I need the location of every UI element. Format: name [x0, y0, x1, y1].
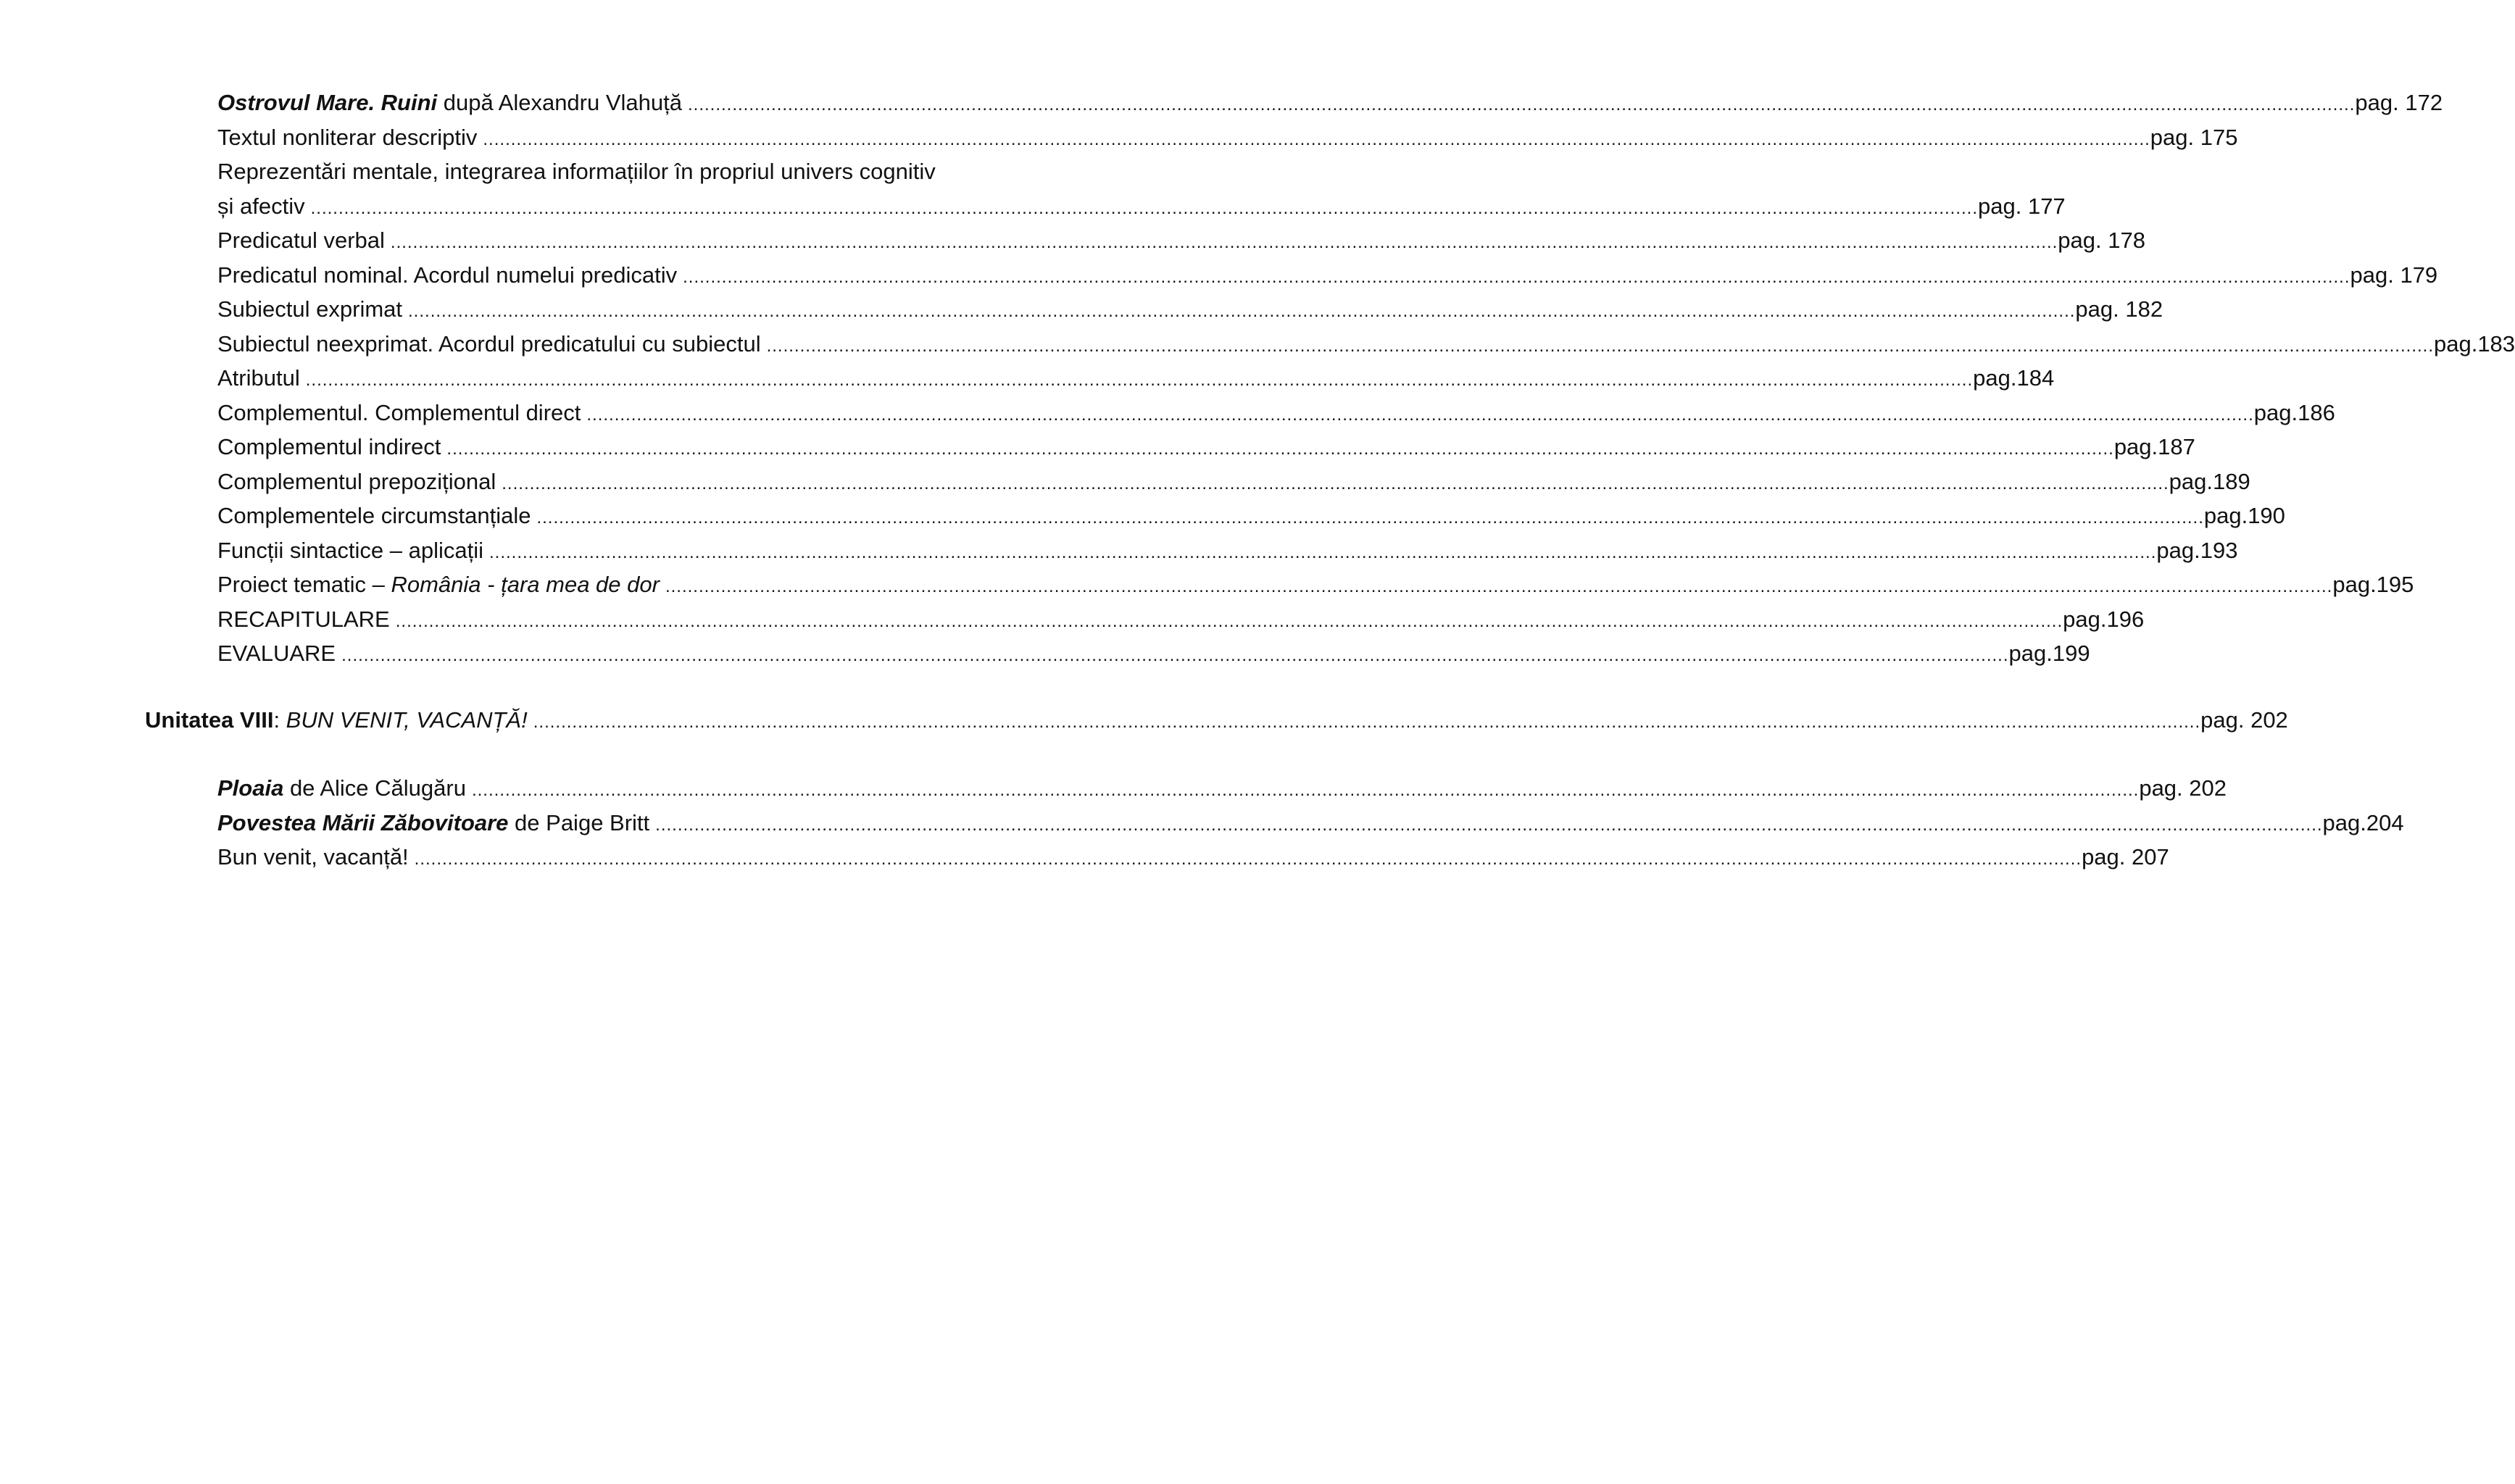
- title-segment: Atributul: [217, 365, 300, 391]
- title-segment: Proiect tematic –: [217, 572, 391, 597]
- toc-page-number: pag.184: [1973, 365, 2055, 391]
- toc-entry-title: [217, 567, 665, 602]
- unit-separator: :: [273, 707, 286, 733]
- dot-leader: ............................................................................................................................................................................................................................................................................................................: [766, 335, 2434, 356]
- dot-leader: ............................................................................................................................................................................................................................................................................................................: [414, 849, 2082, 869]
- dot-leader: ............................................................................................................................................................................................................................................................................................................: [341, 646, 2009, 665]
- toc-entry-title: [217, 533, 489, 568]
- toc-entry[interactable]: [217, 120, 2238, 155]
- toc-page-number: pag. 182: [2075, 296, 2163, 322]
- toc-entry-title: [217, 361, 306, 396]
- title-segment: Complementul prepozițional: [217, 468, 496, 494]
- dot-leader: ............................................................................................................................................................................................................................................................................................................: [655, 814, 2323, 835]
- toc-entry[interactable]: [217, 771, 2227, 806]
- title-segment: Complementul indirect: [217, 434, 441, 459]
- dot-leader: ............................................................................................................................................................................................................................................................................................................: [483, 129, 2150, 149]
- toc-entry[interactable]: [217, 840, 2169, 875]
- toc-page-number: pag. 175: [2150, 124, 2238, 150]
- toc-entry-title: [217, 223, 391, 258]
- title-segment: Complementul. Complementul direct: [217, 399, 581, 425]
- toc-page-number: pag.199: [2008, 641, 2090, 666]
- toc-entry[interactable]: [217, 396, 2335, 430]
- toc-page-number: pag.187: [2113, 434, 2195, 459]
- dot-leader: ............................................................................................................................................................................................................................................................................................................: [533, 712, 2201, 732]
- title-segment: Ploaia: [217, 775, 284, 801]
- toc-page-number: pag.190: [2203, 503, 2285, 528]
- toc-entry[interactable]: [217, 567, 2414, 602]
- toc-entry-title: [217, 327, 767, 362]
- toc-entry-title: [217, 602, 396, 637]
- dot-leader: ............................................................................................................................................................................................................................................................................................................: [536, 508, 2204, 528]
- title-segment: RECAPITULARE: [217, 606, 390, 632]
- toc-page-number: pag.189: [2169, 468, 2250, 494]
- toc-entry[interactable]: [217, 499, 2285, 533]
- unit-title: BUN VENIT, VACANȚĂ!: [286, 707, 528, 733]
- dot-leader: ............................................................................................................................................................................................................................................................................................................: [502, 473, 2169, 493]
- unit-page-number: pag. 202: [2200, 707, 2288, 733]
- dot-leader: ............................................................................................................................................................................................................................................................................................................: [395, 611, 2063, 631]
- toc-entry-title: [217, 464, 502, 499]
- toc-section-unit-7: [217, 86, 2515, 671]
- toc-entry[interactable]: [217, 464, 2250, 499]
- toc-entry-title: [217, 292, 408, 327]
- title-segment: Complementele circumstanțiale: [217, 503, 531, 528]
- dot-leader: ............................................................................................................................................................................................................................................................................................................: [408, 301, 2076, 321]
- toc-entry[interactable]: [217, 533, 2238, 568]
- toc-entry[interactable]: [217, 258, 2438, 293]
- toc-page-number: pag.196: [2063, 606, 2145, 632]
- toc-entry[interactable]: [217, 602, 2145, 637]
- toc-entry-first-line: Reprezentări mentale, integrarea informațiilor în propriul univers cognitiv: [217, 159, 936, 184]
- toc-entry-title: [217, 806, 655, 841]
- unit-heading-text: [145, 703, 533, 738]
- dot-leader: ............................................................................................................................................................................................................................................................................................................: [586, 404, 2254, 425]
- title-segment: Textul nonliterar descriptiv: [217, 124, 478, 150]
- dot-leader: ............................................................................................................................................................................................................................................................................................................: [305, 370, 1974, 390]
- title-segment: Predicatul nominal. Acordul numelui predicativ: [217, 262, 678, 288]
- toc-entry[interactable]: [217, 223, 2145, 258]
- title-segment: după Alexandru Vlahuță: [437, 90, 682, 115]
- toc-entry[interactable]: [217, 86, 2443, 120]
- toc-page-number: pag.193: [2156, 537, 2238, 563]
- toc-page-number: pag.183: [2433, 330, 2515, 357]
- title-segment: de Paige Britt: [508, 809, 650, 835]
- toc-entry-title: [217, 771, 472, 806]
- toc-page-number: pag.204: [2322, 809, 2404, 835]
- toc-entry[interactable]: [217, 806, 2404, 841]
- title-segment: Bun venit, vacanță!: [217, 844, 409, 870]
- title-segment: și afectiv: [217, 193, 305, 219]
- toc-page-number: pag. 179: [2350, 262, 2438, 288]
- dot-leader: ............................................................................................................................................................................................................................................................................................................: [688, 95, 2356, 114]
- title-segment: EVALUARE: [217, 641, 336, 666]
- title-segment: Ostrovul Mare. Ruini: [217, 90, 438, 115]
- toc-entry[interactable]: [217, 292, 2163, 327]
- toc-unit-heading[interactable]: [145, 703, 2288, 738]
- title-segment: Funcții sintactice – aplicații: [217, 537, 483, 563]
- dot-leader: ............................................................................................................................................................................................................................................................................................................: [683, 267, 2350, 287]
- unit-label: Unitatea VIII: [145, 707, 274, 733]
- toc-entry[interactable]: [217, 636, 2090, 671]
- toc-entry-title: [217, 86, 688, 120]
- toc-entry-title: [217, 499, 536, 533]
- toc-entry[interactable]: [217, 327, 2515, 362]
- toc-entry-title: [217, 120, 483, 155]
- dot-leader: ............................................................................................................................................................................................................................................................................................................: [471, 780, 2140, 800]
- toc-entry-title: [217, 258, 683, 293]
- dot-leader: ............................................................................................................................................................................................................................................................................................................: [446, 439, 2114, 459]
- toc-section-unit-8: [217, 771, 2404, 875]
- title-segment: România - țara mea de dor: [391, 572, 660, 597]
- toc-entry-title: [217, 840, 415, 875]
- toc-page-number: pag.195: [2332, 572, 2414, 597]
- toc-page-number: pag. 202: [2139, 775, 2227, 801]
- toc-entry-title: [217, 189, 311, 224]
- title-segment: Subiectul neexprimat. Acordul predicatului cu subiectul: [217, 330, 761, 357]
- dot-leader: ............................................................................................................................................................................................................................................................................................................: [310, 198, 1978, 218]
- toc-page-number: pag. 207: [2082, 844, 2169, 870]
- toc-entry[interactable]: [217, 361, 2055, 396]
- title-segment: Predicatul verbal: [217, 228, 385, 253]
- toc-entry[interactable]: [217, 189, 2066, 224]
- title-segment: Povestea Mării Zăbovitoare: [217, 809, 509, 835]
- dot-leader: ............................................................................................................................................................................................................................................................................................................: [665, 577, 2333, 596]
- toc-page-number: pag. 177: [1978, 193, 2066, 219]
- toc-page-number: pag. 172: [2355, 90, 2443, 115]
- toc-entry-title: [217, 396, 586, 430]
- title-segment: Subiectul exprimat: [217, 296, 403, 322]
- title-segment: de Alice Călugăru: [283, 775, 466, 801]
- dot-leader: ............................................................................................................................................................................................................................................................................................................: [489, 542, 2157, 562]
- toc-page-number: pag. 178: [2058, 228, 2145, 253]
- toc-entry[interactable]: [217, 430, 2195, 464]
- toc-page-number: pag.186: [2253, 399, 2335, 425]
- toc-entry-title: [217, 636, 341, 671]
- dot-leader: ............................................................................................................................................................................................................................................................................................................: [390, 233, 2058, 252]
- toc-entry-title: [217, 430, 446, 464]
